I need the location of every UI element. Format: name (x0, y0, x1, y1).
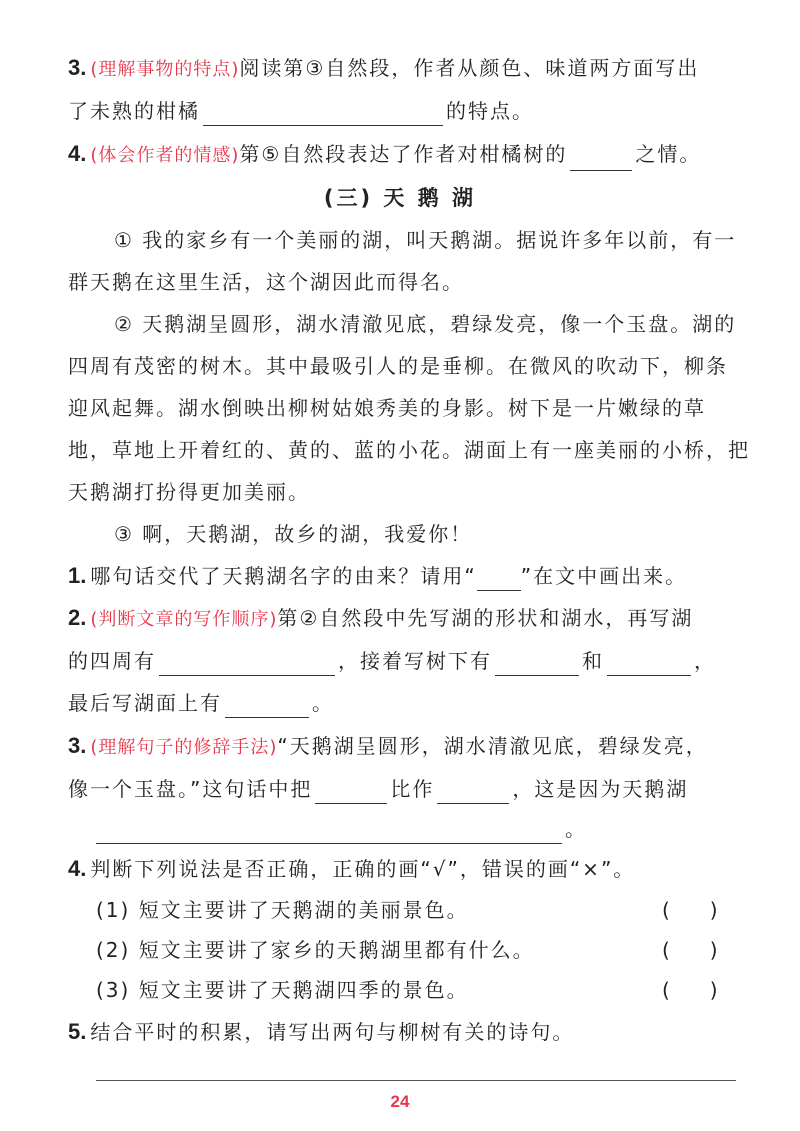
question-number: 3. (68, 55, 87, 80)
question-3a-line1 (68, 53, 699, 85)
question-text: ， (694, 649, 716, 673)
judge-answer-paren-3[interactable]: ( ) (662, 978, 718, 1002)
question-text: 第⑤自然段表达了作者对柑橘树的 (239, 142, 568, 166)
question-text: 和 (582, 649, 604, 673)
question-number: 1. (68, 563, 87, 588)
question-number: 4. (68, 856, 87, 881)
question-tag: (判断文章的写作顺序) (90, 609, 278, 630)
question-2-line3 (68, 688, 334, 718)
question-text: 阅读第③自然段，作者从颜色、味道两方面写出 (239, 56, 700, 80)
question-4a-line1 (68, 139, 701, 171)
question-text: 之情。 (635, 142, 702, 166)
page-number: 24 (390, 1092, 410, 1111)
question-text: ，这是因为天鹅湖 (512, 777, 689, 801)
passage-p3: ③ 啊，天鹅湖，故乡的湖，我爱你！ (114, 522, 473, 546)
answer-blank[interactable] (96, 821, 562, 844)
answer-line[interactable] (96, 1080, 736, 1081)
passage-p2-line2: 四周有茂密的树木。其中最吸引人的是垂柳。在微风的吹动下，柳条 (68, 354, 728, 378)
answer-blank[interactable] (437, 781, 509, 804)
question-3a-line2 (68, 96, 534, 126)
judge-answer-paren-1[interactable]: ( ) (662, 898, 718, 922)
question-tag: (理解句子的修辞手法) (90, 737, 278, 758)
passage-p2-line4: 地，草地上开着红的、黄的、蓝的小花。湖面上有一座美丽的小桥，把 (68, 438, 750, 462)
question-text: ”在文中画出来。 (520, 564, 688, 588)
question-number: 3. (68, 733, 87, 758)
answer-blank[interactable] (225, 695, 309, 718)
question-2-line1 (68, 603, 693, 635)
question-text: 的四周有 (68, 649, 156, 673)
question-text: 比作 (390, 777, 435, 801)
passage-p2-line3: 迎风起舞。湖水倒映出柳树姑娘秀美的身影。树下是一片嫩绿的草 (68, 396, 706, 420)
judge-item-3: (3) 短文主要讲了天鹅湖四季的景色。 (96, 978, 469, 1002)
judge-item-2: (2) 短文主要讲了家乡的天鹅湖里都有什么。 (96, 938, 535, 962)
question-tag: (理解事物的特点) (90, 59, 240, 80)
question-3b-line3 (96, 814, 587, 844)
passage-p2-line1: ② 天鹅湖呈圆形，湖水清澈见底，碧绿发亮，像一个玉盘。湖的 (114, 312, 737, 336)
question-text: 。 (312, 691, 334, 715)
question-4b (68, 854, 635, 884)
question-number: 4. (68, 141, 87, 166)
question-text: 判断下列说法是否正确，正确的画“√”，错误的画“×”。 (90, 857, 636, 881)
answer-blank[interactable] (203, 103, 443, 126)
question-3b-line1 (68, 731, 708, 763)
question-text: 第②自然段中先写湖的形状和湖水，再写湖 (277, 606, 694, 630)
question-2-line2 (68, 646, 716, 676)
question-text: 像一个玉盘。”这句话中把 (68, 777, 313, 801)
answer-blank[interactable] (495, 653, 579, 676)
passage-p2-line5: 天鹅湖打扮得更加美丽。 (68, 480, 310, 504)
question-text: 了未熟的柑橘 (68, 99, 200, 123)
answer-blank[interactable] (315, 781, 387, 804)
question-number: 5. (68, 1019, 87, 1044)
passage-p1-line1: ① 我的家乡有一个美丽的湖，叫天鹅湖。据说许多年以前，有一 (114, 228, 737, 252)
question-1 (68, 561, 687, 591)
question-number: 2. (68, 605, 87, 630)
passage-p1-line2: 群天鹅在这里生活，这个湖因此而得名。 (68, 270, 464, 294)
answer-blank[interactable] (607, 653, 691, 676)
question-text: 结合平时的积累，请写出两句与柳树有关的诗句。 (90, 1020, 575, 1044)
judge-answer-paren-2[interactable]: ( ) (662, 938, 718, 962)
passage-title: (三) 天 鹅 湖 (323, 186, 477, 210)
question-text: “天鹅湖呈圆形，湖水清澈见底，碧绿发亮， (277, 734, 708, 758)
answer-blank[interactable] (570, 148, 632, 171)
question-tag: (体会作者的情感) (90, 145, 240, 166)
question-text: 哪句话交代了天鹅湖名字的由来？请用“ (90, 564, 477, 588)
question-text: 最后写湖面上有 (68, 691, 222, 715)
answer-blank[interactable] (477, 568, 521, 591)
question-5 (68, 1017, 574, 1047)
judge-item-1: (1) 短文主要讲了天鹅湖的美丽景色。 (96, 898, 469, 922)
question-text: ，接着写树下有 (338, 649, 492, 673)
question-text: 。 (565, 817, 587, 841)
question-text: 的特点。 (446, 99, 534, 123)
question-3b-line2 (68, 774, 688, 804)
answer-blank[interactable] (159, 653, 335, 676)
